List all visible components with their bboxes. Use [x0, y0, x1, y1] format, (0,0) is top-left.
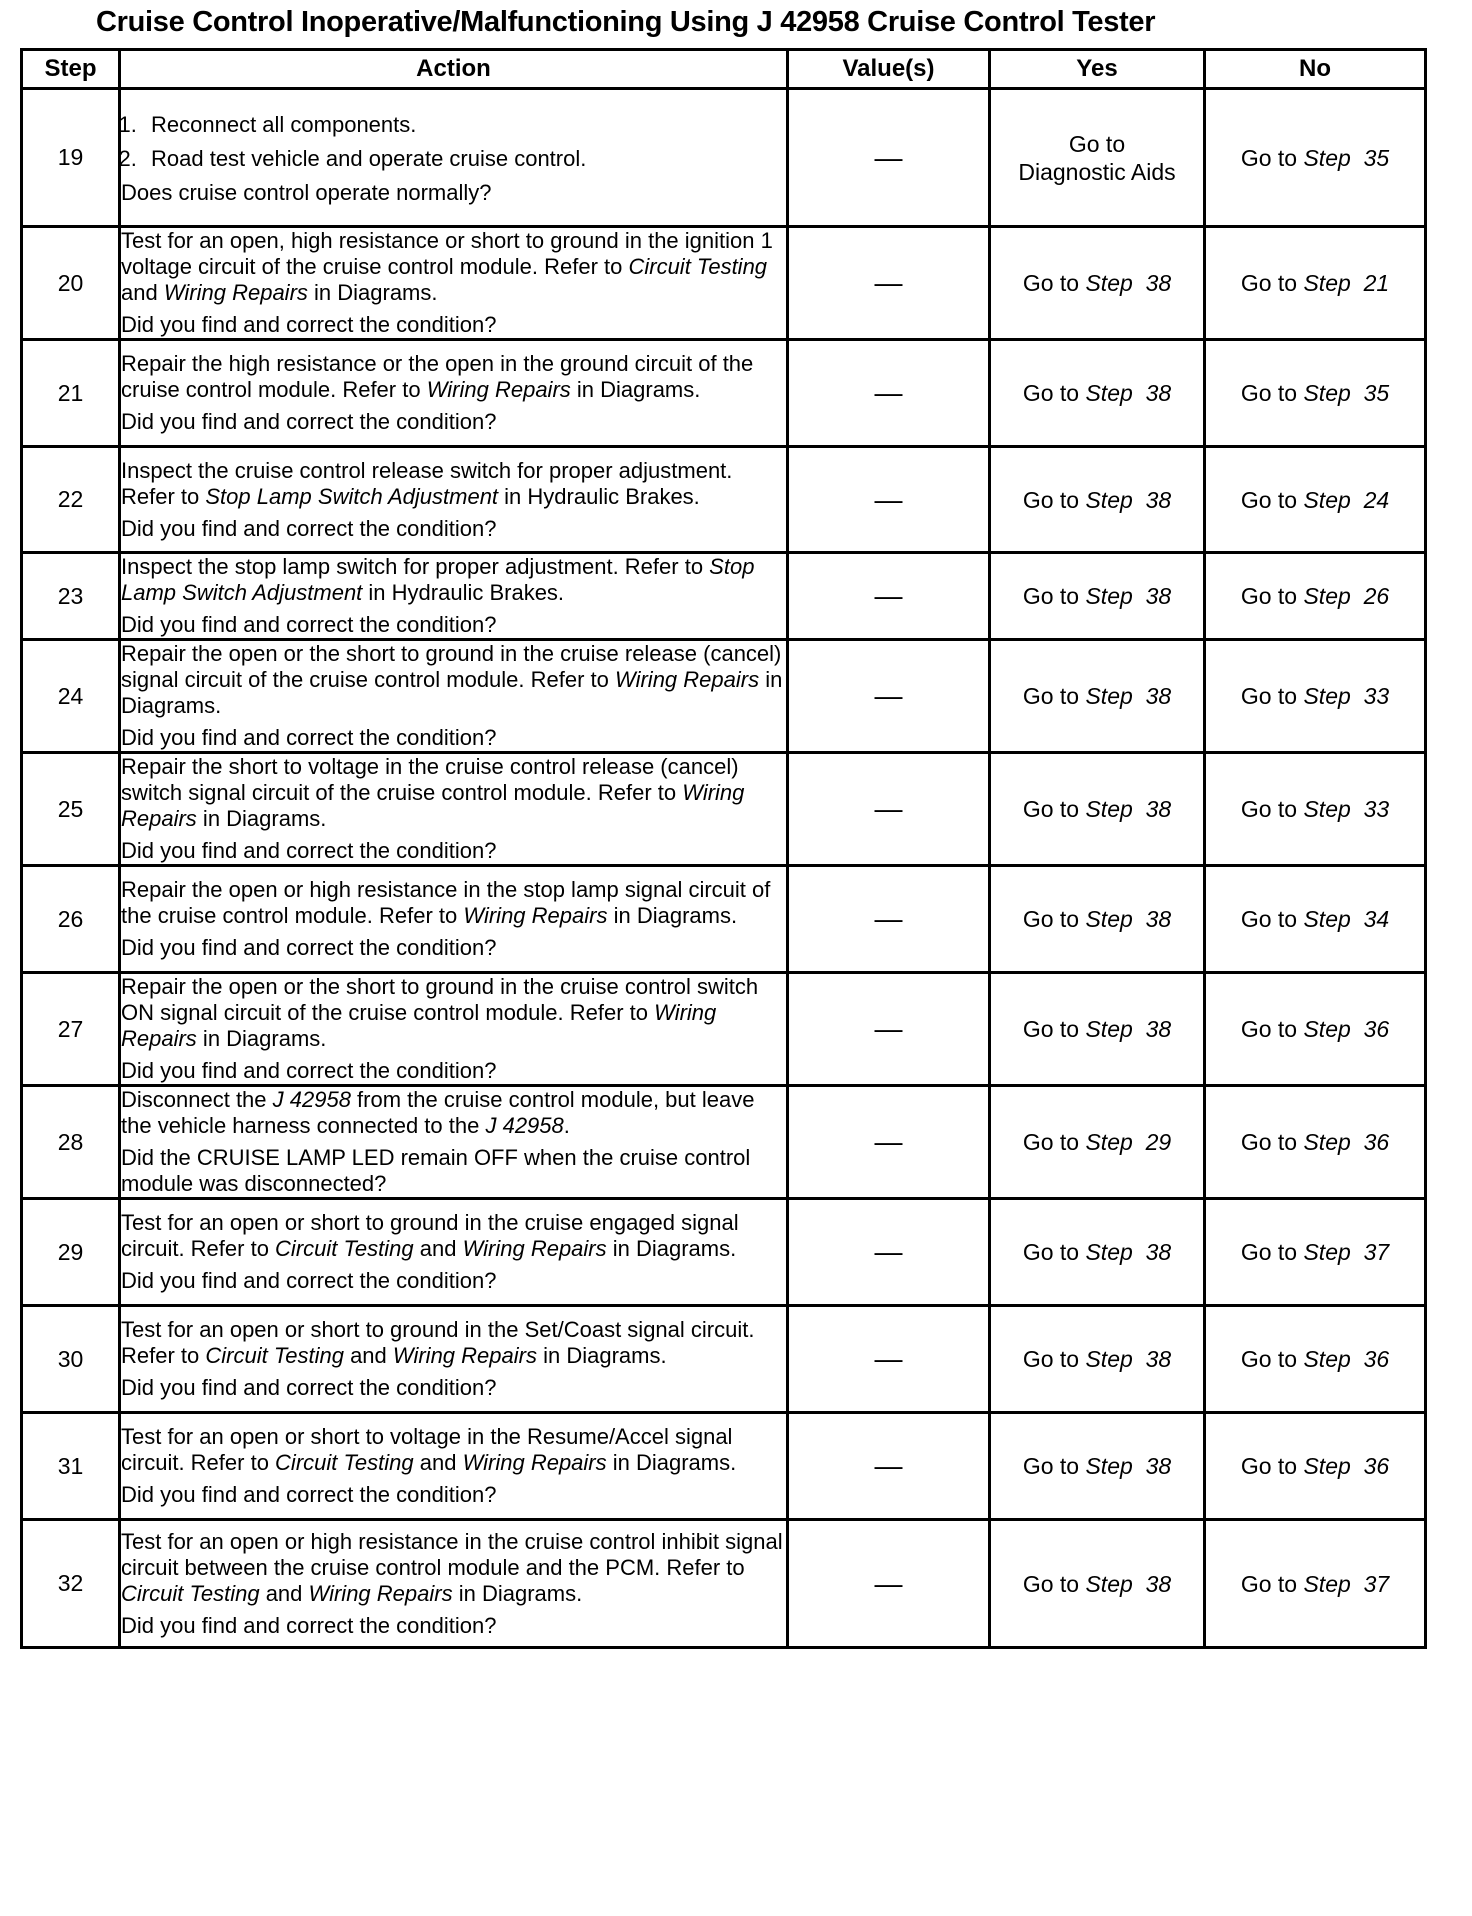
goto-step-number: 38 — [1145, 270, 1172, 296]
header-action: Action — [120, 50, 788, 89]
no-cell — [1205, 866, 1426, 973]
value-cell: — — [788, 1199, 990, 1306]
action-text-segment: Test for an open or high resistance in the cruise control inhibit signal circuit between the cruise control module and the PCM. Refer to — [121, 1528, 783, 1580]
action-cell — [120, 640, 788, 753]
yes-cell — [990, 753, 1205, 866]
yes-goto — [1023, 1570, 1171, 1598]
value-cell: — — [788, 553, 990, 640]
no-goto — [1241, 905, 1389, 933]
action-text-segment: in Hydraulic Brakes. — [362, 580, 565, 605]
action-cell — [120, 1520, 788, 1648]
action-question: Did you find and correct the condition? — [121, 1268, 497, 1293]
action-cell — [120, 340, 788, 447]
action-text-segment: Test for an open, high resistance or short to ground in the ignition 1 voltage circuit of the cruise control module. Refer to — [121, 228, 773, 279]
action-text-segment: in Diagrams. — [196, 806, 327, 831]
yes-goto — [1023, 1345, 1171, 1373]
goto-step-number: 33 — [1363, 796, 1390, 822]
goto-step-word: Step — [1303, 583, 1351, 609]
value-cell: — — [788, 340, 990, 447]
action-text — [121, 228, 786, 306]
value-cell: — — [788, 447, 990, 553]
reference-text: Circuit Testing — [121, 1580, 260, 1606]
yes-cell — [990, 973, 1205, 1086]
goto-step-word: Step — [1085, 1239, 1133, 1265]
step-number: 25 — [22, 753, 120, 866]
reference-text: Wiring Repairs — [615, 667, 760, 692]
no-goto — [1241, 1238, 1389, 1266]
step-number: 29 — [22, 1199, 120, 1306]
goto-prefix: Go to — [1240, 683, 1298, 709]
goto-step-number: 38 — [1145, 1570, 1172, 1597]
reference-text: Wiring Repairs — [163, 280, 308, 305]
table-row — [22, 753, 1426, 866]
goto-prefix: Go to — [1022, 1453, 1080, 1479]
yes-goto-text: Diagnostic Aids — [1018, 158, 1176, 185]
goto-step-word: Step — [1085, 486, 1133, 513]
no-goto — [1241, 269, 1389, 297]
action-text-segment: Repair the open or the short to ground in the cruise control switch ON signal circuit of the cruise control module. Refer to — [121, 974, 759, 1025]
value-cell: — — [788, 753, 990, 866]
action-text-segment: Test for an open or short to ground in the Set/Coast signal circuit. Refer to — [121, 1317, 755, 1368]
action-question: Did you find and correct the condition? — [121, 1482, 497, 1507]
goto-step-number: 24 — [1363, 486, 1390, 513]
action-text-segment: in Diagrams. — [307, 280, 438, 305]
action-text-segment: Inspect the stop lamp switch for proper adjustment. Refer to — [121, 554, 710, 579]
action-text-segment: from the cruise control module, but leave the vehicle harness connected to the — [121, 1087, 755, 1138]
yes-goto — [1023, 379, 1171, 407]
action-cell — [120, 227, 788, 340]
goto-step-number: 34 — [1363, 906, 1390, 932]
action-question: Did you find and correct the condition? — [121, 312, 497, 337]
page-title: Cruise Control Inoperative/Malfunctioning Using J 42958 Cruise Control Tester — [96, 6, 1156, 38]
goto-prefix: Go to — [1022, 1346, 1080, 1372]
goto-prefix: Go to — [1240, 1016, 1298, 1042]
reference-text: Wiring Repairs — [426, 377, 571, 402]
step-number: 26 — [22, 866, 120, 973]
header-yes: Yes — [990, 50, 1205, 89]
value-cell: — — [788, 866, 990, 973]
action-text — [121, 974, 786, 1052]
reference-text: Wiring Repairs — [121, 1000, 717, 1051]
action-text — [121, 1087, 786, 1139]
action-cell — [120, 1306, 788, 1413]
action-text-segment: Repair the high resistance or the open in the ground circuit of the cruise control module. Refer to — [121, 351, 754, 402]
yes-cell — [990, 447, 1205, 553]
goto-prefix: Go to — [1240, 1129, 1298, 1155]
goto-prefix: Go to — [1240, 796, 1298, 822]
step-number: 31 — [22, 1413, 120, 1520]
table-row — [22, 340, 1426, 447]
yes-cell — [990, 1306, 1205, 1413]
no-cell — [1205, 640, 1426, 753]
goto-prefix: Go to — [1240, 1239, 1298, 1265]
table-row — [22, 640, 1426, 753]
yes-goto — [1023, 269, 1171, 297]
yes-cell — [990, 1199, 1205, 1306]
table-row — [22, 553, 1426, 640]
goto-prefix: Go to — [1240, 1346, 1298, 1372]
value-cell: — — [788, 1306, 990, 1413]
goto-step-word: Step — [1085, 380, 1133, 406]
table-row — [22, 1520, 1426, 1648]
goto-step-number: 37 — [1363, 1239, 1390, 1265]
action-text — [121, 554, 786, 606]
yes-goto — [1023, 1015, 1171, 1043]
goto-prefix: Go to — [1022, 1129, 1080, 1155]
reference-text: Wiring Repairs — [392, 1343, 537, 1368]
table-row — [22, 1086, 1426, 1199]
goto-prefix: Go to — [1022, 683, 1080, 709]
goto-step-number: 26 — [1363, 583, 1390, 609]
goto-step-word: Step — [1303, 144, 1351, 171]
action-text-segment: in Diagrams. — [606, 1450, 737, 1475]
action-cell — [120, 553, 788, 640]
step-number: 28 — [22, 1086, 120, 1199]
header-step: Step — [22, 50, 120, 89]
yes-goto — [1023, 1128, 1171, 1156]
action-text-segment: in Diagrams. — [607, 903, 738, 928]
yes-goto — [1023, 582, 1171, 610]
yes-goto — [1023, 486, 1171, 514]
no-goto — [1241, 144, 1389, 172]
value-cell: — — [788, 973, 990, 1086]
action-text-segment: in Hydraulic Brakes. — [498, 483, 700, 509]
action-cell — [120, 1413, 788, 1520]
goto-step-number: 36 — [1363, 1016, 1390, 1042]
goto-step-word: Step — [1085, 1346, 1133, 1372]
action-question: Did you find and correct the condition? — [121, 1375, 497, 1400]
action-question: Did the CRUISE LAMP LED remain OFF when the cruise control module was disconnected? — [121, 1145, 751, 1196]
value-cell: — — [788, 89, 990, 227]
header-values: Value(s) — [788, 50, 990, 89]
goto-prefix: Go to — [1240, 906, 1298, 932]
no-goto — [1241, 486, 1389, 514]
header-no: No — [1205, 50, 1426, 89]
no-cell — [1205, 227, 1426, 340]
goto-prefix: Go to — [1240, 1570, 1298, 1597]
goto-prefix: Go to — [1022, 1570, 1080, 1597]
goto-step-number: 38 — [1145, 486, 1172, 513]
no-cell — [1205, 1520, 1426, 1648]
action-question: Did you find and correct the condition? — [121, 725, 497, 750]
action-question: Did you find and correct the condition? — [121, 515, 497, 541]
no-cell — [1205, 1199, 1426, 1306]
goto-step-number: 36 — [1363, 1346, 1390, 1372]
no-goto — [1241, 1570, 1389, 1598]
goto-step-number: 38 — [1145, 683, 1172, 709]
yes-goto — [1023, 1452, 1171, 1480]
goto-step-word: Step — [1085, 796, 1133, 822]
yes-goto — [1023, 905, 1171, 933]
action-text-segment: Test for an open or short to ground in the cruise engaged signal circuit. Refer to — [121, 1210, 739, 1261]
action-text — [121, 1317, 786, 1369]
reference-text: Stop Lamp Switch Adjustment — [205, 483, 499, 509]
goto-step-word: Step — [1303, 906, 1351, 932]
action-question: Did you find and correct the condition? — [121, 838, 497, 863]
goto-step-word: Step — [1303, 1453, 1351, 1479]
goto-step-number: 38 — [1145, 1453, 1172, 1479]
step-number: 27 — [22, 973, 120, 1086]
no-cell — [1205, 753, 1426, 866]
action-text-segment: and — [413, 1236, 463, 1261]
action-text — [121, 1529, 786, 1607]
reference-text: Wiring Repairs — [121, 780, 745, 831]
action-question: Did you find and correct the condition? — [121, 1058, 497, 1083]
goto-step-word: Step — [1303, 380, 1351, 406]
action-text-segment: Inspect the cruise control release switch for proper adjustment. Refer to — [121, 457, 733, 509]
action-cell — [120, 1086, 788, 1199]
action-text — [121, 754, 786, 832]
goto-step-number: 35 — [1363, 380, 1390, 406]
action-question: Does cruise control operate normally? — [121, 179, 492, 205]
goto-step-number: 36 — [1363, 1453, 1390, 1479]
reference-text: Wiring Repairs — [462, 1450, 607, 1475]
reference-text: Circuit Testing — [628, 254, 768, 279]
yes-goto — [1023, 1238, 1171, 1266]
goto-step-word: Step — [1085, 583, 1133, 609]
action-text-segment: in Diagrams. — [196, 1026, 327, 1051]
action-text-segment: in Diagrams. — [121, 667, 783, 718]
goto-step-word: Step — [1085, 906, 1133, 932]
action-text-segment: Disconnect the — [121, 1087, 273, 1112]
no-goto — [1241, 1452, 1389, 1480]
action-cell — [120, 1199, 788, 1306]
step-number: 30 — [22, 1306, 120, 1413]
no-cell — [1205, 1306, 1426, 1413]
reference-text: J 42958 — [272, 1087, 351, 1112]
goto-step-word: Step — [1085, 1570, 1133, 1597]
no-goto — [1241, 795, 1389, 823]
action-text — [121, 1210, 786, 1262]
action-cell — [120, 753, 788, 866]
action-text-segment: and — [259, 1580, 309, 1606]
goto-step-word: Step — [1303, 1239, 1351, 1265]
yes-cell — [990, 866, 1205, 973]
action-cell — [120, 973, 788, 1086]
action-text-segment: in Diagrams. — [606, 1236, 737, 1261]
action-text-segment: Repair the short to voltage in the cruise control release (cancel) switch signal circuit of the cruise control module. Refer to — [121, 754, 739, 805]
goto-step-word: Step — [1303, 1016, 1351, 1042]
action-text-segment: in Diagrams. — [570, 377, 701, 402]
action-question: Did you find and correct the condition? — [121, 612, 497, 637]
action-cell — [120, 866, 788, 973]
table-row — [22, 866, 1426, 973]
reference-text: Wiring Repairs — [308, 1580, 453, 1606]
goto-step-word: Step — [1303, 486, 1351, 513]
no-cell — [1205, 973, 1426, 1086]
action-list — [121, 112, 786, 172]
goto-step-number: 35 — [1363, 144, 1390, 171]
table-row — [22, 89, 1426, 227]
action-text — [121, 1424, 786, 1476]
goto-step-number: 21 — [1363, 270, 1390, 296]
goto-prefix: Go to — [1022, 380, 1080, 406]
action-text — [121, 458, 786, 510]
yes-cell — [990, 89, 1205, 227]
goto-step-word: Step — [1085, 1453, 1133, 1479]
value-cell: — — [788, 1086, 990, 1199]
goto-step-word: Step — [1303, 796, 1351, 822]
reference-text: Circuit Testing — [275, 1236, 414, 1261]
step-number: 24 — [22, 640, 120, 753]
action-text-segment: and — [343, 1343, 393, 1368]
table-row — [22, 227, 1426, 340]
table-row — [22, 1413, 1426, 1520]
goto-step-word: Step — [1085, 1129, 1133, 1155]
action-cell — [120, 89, 788, 227]
table-header-row — [22, 50, 1426, 89]
yes-goto-text: Go to — [1068, 130, 1126, 157]
yes-cell — [990, 340, 1205, 447]
action-question: Did you find and correct the condition? — [121, 1612, 497, 1638]
value-cell: — — [788, 640, 990, 753]
goto-prefix: Go to — [1022, 1239, 1080, 1265]
goto-prefix: Go to — [1240, 583, 1298, 609]
table-row — [22, 1199, 1426, 1306]
goto-prefix: Go to — [1022, 583, 1080, 609]
goto-step-word: Step — [1303, 1129, 1351, 1155]
action-text-segment: Repair the open or the short to ground in the cruise release (cancel) signal circuit of the cruise control module. Refer to — [121, 641, 782, 692]
action-question: Did you find and correct the condition? — [121, 409, 497, 434]
goto-step-word: Step — [1303, 1570, 1351, 1597]
action-text — [121, 641, 786, 719]
yes-cell — [990, 227, 1205, 340]
goto-step-number: 37 — [1363, 1570, 1390, 1597]
goto-step-word: Step — [1085, 270, 1133, 296]
reference-text: Stop Lamp Switch Adjustment — [121, 554, 755, 605]
yes-cell — [990, 640, 1205, 753]
goto-prefix: Go to — [1240, 380, 1298, 406]
goto-step-word: Step — [1085, 683, 1133, 709]
reference-text: Circuit Testing — [275, 1450, 414, 1475]
goto-step-number: 38 — [1145, 583, 1172, 609]
reference-text: Wiring Repairs — [462, 1236, 607, 1261]
action-text-segment: Repair the open or high resistance in the stop lamp signal circuit of the cruise control module. Refer to — [121, 877, 771, 928]
action-text-segment: and — [413, 1450, 463, 1475]
reference-text: J 42958 — [485, 1113, 564, 1138]
goto-prefix: Go to — [1022, 486, 1080, 513]
no-goto — [1241, 582, 1389, 610]
yes-goto — [1023, 795, 1171, 823]
action-text-segment: in Diagrams. — [536, 1343, 667, 1368]
no-cell — [1205, 553, 1426, 640]
no-cell — [1205, 447, 1426, 553]
table-body — [22, 89, 1426, 1648]
diagnostic-table — [20, 48, 1427, 1649]
reference-text: Circuit Testing — [205, 1343, 344, 1368]
action-cell — [120, 447, 788, 553]
no-goto — [1241, 682, 1389, 710]
yes-cell — [990, 1086, 1205, 1199]
goto-prefix: Go to — [1022, 1016, 1080, 1042]
step-number: 22 — [22, 447, 120, 553]
action-question: Did you find and correct the condition? — [121, 935, 497, 960]
no-goto — [1241, 1128, 1389, 1156]
goto-prefix: Go to — [1022, 906, 1080, 932]
action-text-segment: Test for an open or short to voltage in the Resume/Accel signal circuit. Refer to — [121, 1424, 733, 1475]
goto-prefix: Go to — [1240, 1453, 1298, 1479]
goto-step-number: 38 — [1145, 1239, 1172, 1265]
action-list-item: 2. Road test vehicle and operate cruise control. — [143, 146, 786, 172]
table-row — [22, 447, 1426, 553]
step-number: 20 — [22, 227, 120, 340]
goto-step-number: 36 — [1363, 1129, 1390, 1155]
goto-step-number: 38 — [1145, 1346, 1172, 1372]
table-row — [22, 973, 1426, 1086]
value-cell: — — [788, 227, 990, 340]
action-text-segment: . — [563, 1113, 570, 1138]
yes-goto — [1023, 682, 1171, 710]
yes-cell — [990, 1413, 1205, 1520]
action-text — [121, 351, 786, 403]
action-text-segment: in Diagrams. — [452, 1580, 583, 1606]
goto-prefix: Go to — [1240, 270, 1298, 296]
goto-step-word: Step — [1303, 270, 1351, 296]
value-cell: — — [788, 1520, 990, 1648]
step-number: 32 — [22, 1520, 120, 1648]
goto-step-number: 38 — [1145, 1016, 1172, 1042]
goto-prefix: Go to — [1240, 486, 1298, 513]
action-text-segment: and — [121, 280, 164, 305]
no-cell — [1205, 1413, 1426, 1520]
yes-cell — [990, 1520, 1205, 1648]
no-goto — [1241, 379, 1389, 407]
goto-step-word: Step — [1085, 1016, 1133, 1042]
goto-step-number: 38 — [1145, 380, 1172, 406]
step-number: 23 — [22, 553, 120, 640]
goto-prefix: Go to — [1240, 144, 1298, 171]
goto-step-number: 33 — [1363, 683, 1390, 709]
goto-step-word: Step — [1303, 1346, 1351, 1372]
goto-step-number: 29 — [1145, 1129, 1172, 1155]
action-list-item: 1. Reconnect all components. — [143, 112, 786, 138]
goto-prefix: Go to — [1022, 270, 1080, 296]
action-text — [121, 877, 786, 929]
value-cell: — — [788, 1413, 990, 1520]
step-number: 21 — [22, 340, 120, 447]
goto-step-number: 38 — [1145, 796, 1172, 822]
goto-step-number: 38 — [1145, 906, 1172, 932]
table-row — [22, 1306, 1426, 1413]
goto-step-word: Step — [1303, 683, 1351, 709]
reference-text: Wiring Repairs — [463, 903, 608, 928]
no-cell — [1205, 89, 1426, 227]
no-goto — [1241, 1345, 1389, 1373]
yes-cell — [990, 553, 1205, 640]
no-cell — [1205, 340, 1426, 447]
goto-prefix: Go to — [1022, 796, 1080, 822]
step-number: 19 — [22, 89, 120, 227]
no-cell — [1205, 1086, 1426, 1199]
no-goto — [1241, 1015, 1389, 1043]
